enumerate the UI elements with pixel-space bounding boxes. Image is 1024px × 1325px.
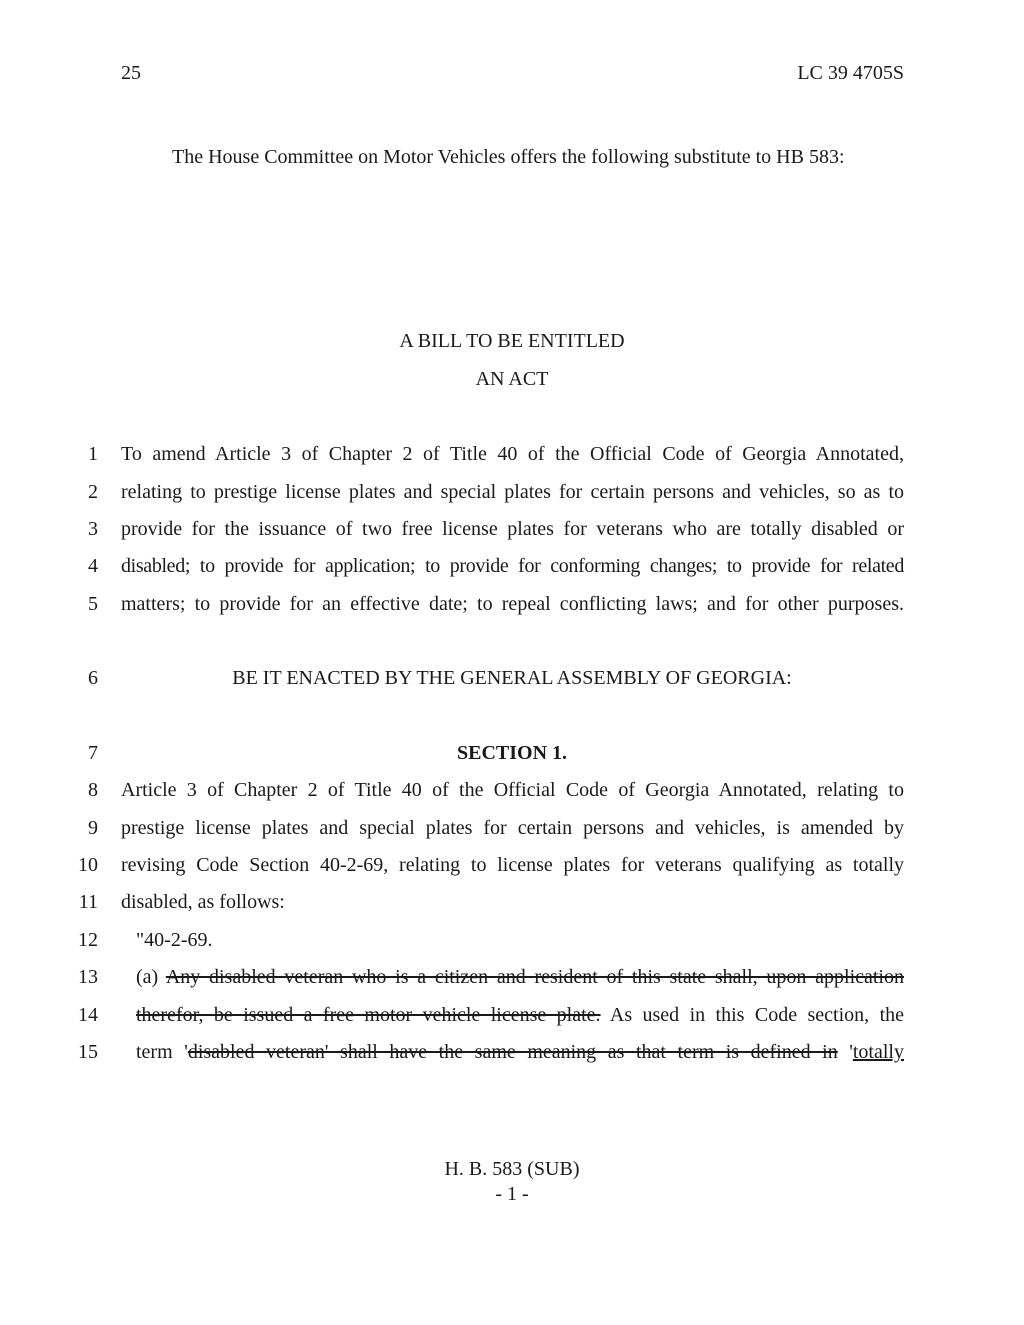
line-text: revising Code Section 40-2-69, relating to license plates for veterans qualifying as totally — [121, 854, 904, 876]
inserted-text: totally — [852, 1041, 904, 1063]
line-text: disabled; to provide for application; to provide for conforming changes; to provide for related — [121, 555, 904, 577]
line-text: disabled, as follows: — [121, 891, 285, 913]
section-heading: SECTION 1. — [456, 742, 568, 764]
line-number: 8 — [88, 779, 98, 801]
line-number: 4 — [88, 555, 98, 577]
line-number: 5 — [88, 593, 98, 615]
line-text: Article 3 of Chapter 2 of Title 40 of the Official Code of Georgia Annotated, relating to — [121, 779, 904, 801]
plain-text: ' — [837, 1041, 853, 1063]
struck-text: Any disabled veteran who is a citizen and resident of this state shall, upon application — [165, 966, 904, 988]
line-number: 14 — [78, 1004, 98, 1026]
line-number: 11 — [78, 891, 98, 913]
line-number: 10 — [78, 854, 98, 876]
line-number: 7 — [88, 742, 98, 764]
plain-text: term ' — [136, 1041, 188, 1063]
intro-statement: The House Committee on Motor Vehicles offers the following substitute to HB 583: — [172, 146, 845, 168]
header-document-code: LC 39 4705S — [797, 62, 904, 84]
line-text: To amend Article 3 of Chapter 2 of Title 40 of the Official Code of Georgia Annotated, — [121, 443, 904, 465]
line-number: 9 — [88, 817, 98, 839]
line-text: relating to prestige license plates and special plates for certain persons and vehicles, so as to — [121, 481, 904, 503]
line-text: prestige license plates and special plates for certain persons and vehicles, is amended by — [121, 817, 904, 839]
line-text — [136, 1041, 904, 1064]
line-number: 1 — [88, 443, 98, 465]
struck-text: therefor, be issued a free motor vehicle license plate. — [136, 1004, 601, 1026]
footer-bill-number: H. B. 583 (SUB) — [444, 1158, 580, 1180]
footer-page-number: - 1 - — [495, 1183, 529, 1205]
line-text — [136, 1004, 904, 1027]
line-text: provide for the issuance of two free license plates for veterans who are totally disabled or — [121, 518, 904, 540]
subsection-label: (a) — [136, 966, 166, 988]
act-title: AN ACT — [475, 368, 549, 390]
enacting-clause: BE IT ENACTED BY THE GENERAL ASSEMBLY OF GEORGIA: — [232, 667, 792, 689]
line-text: "40-2-69. — [136, 929, 213, 951]
plain-text: As used in this Code section, the — [600, 1004, 905, 1026]
line-text: matters; to provide for an effective date; to repeal conflicting laws; and for other purposes. — [121, 593, 904, 615]
bill-title: A BILL TO BE ENTITLED — [399, 330, 625, 352]
line-number: 3 — [88, 518, 98, 540]
line-number: 13 — [78, 966, 98, 988]
line-number: 12 — [78, 929, 98, 951]
struck-text: disabled veteran' shall have the same meaning as that term is defined in — [187, 1041, 838, 1063]
line-text — [136, 966, 904, 989]
line-number: 15 — [78, 1041, 98, 1063]
line-number: 6 — [88, 667, 98, 689]
line-number: 2 — [88, 481, 98, 503]
header-page-number: 25 — [121, 62, 141, 84]
